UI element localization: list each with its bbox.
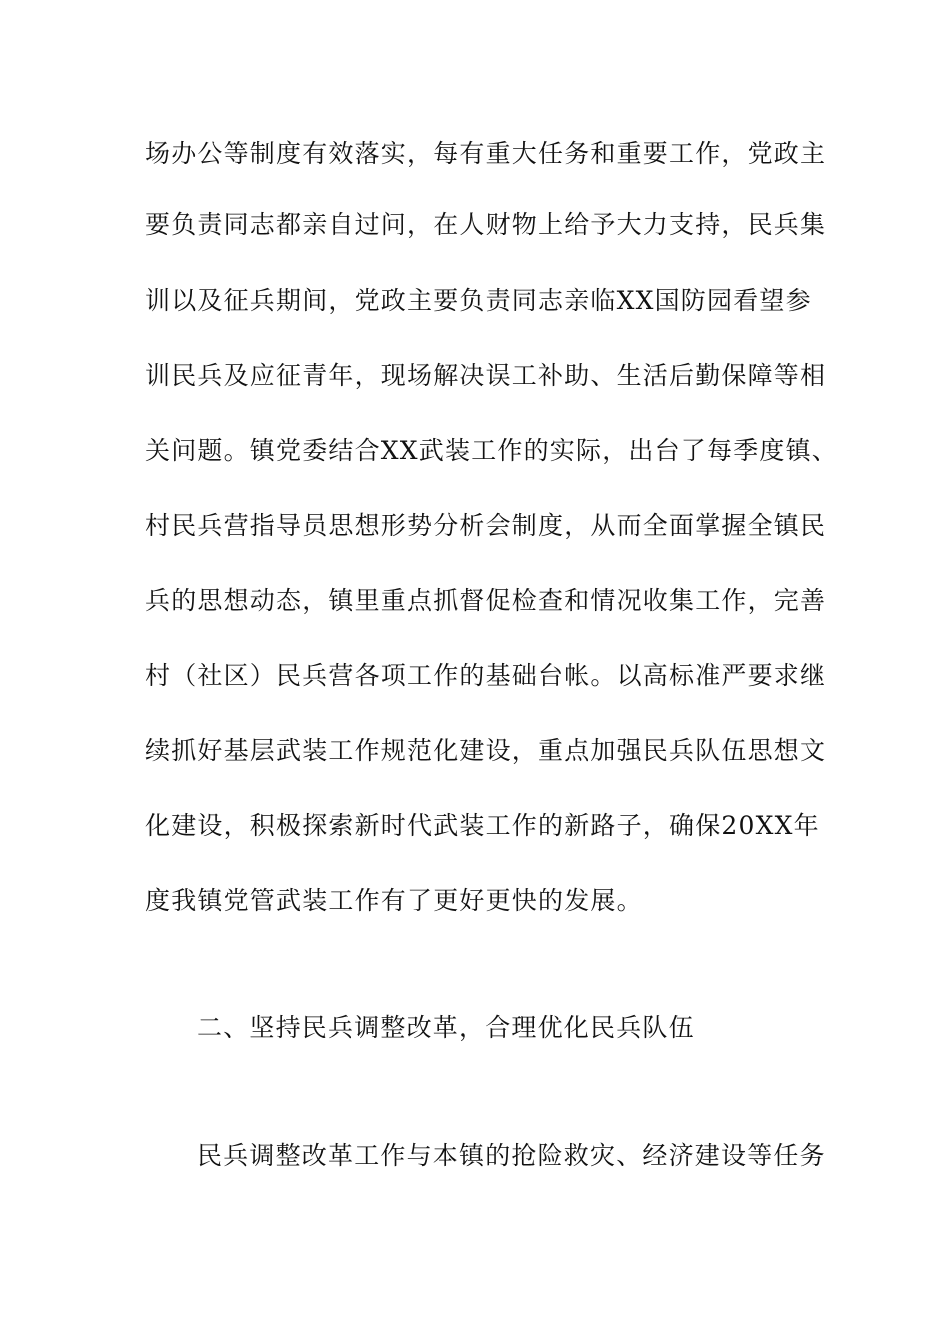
text-line: 续抓好基层武装工作规范化建设，重点加强民兵队伍思想文: [145, 736, 827, 765]
text-line: 关问题。镇党委结合XX武装工作的实际，出台了每季度镇、: [145, 436, 838, 465]
text-line: 村民兵营指导员思想形势分析会制度，从而全面掌握全镇民: [145, 511, 827, 540]
text-line: 化建设，积极探索新时代武装工作的新路子，确保20XX年: [145, 811, 820, 840]
text-line: 度我镇党管武装工作有了更好更快的发展。: [145, 886, 643, 915]
text-line: 训以及征兵期间，党政主要负责同志亲临XX国防园看望参: [145, 286, 812, 315]
text-line: 训民兵及应征青年，现场解决误工补助、生活后勤保障等相: [145, 361, 827, 390]
text-line: 兵的思想动态，镇里重点抓督促检查和情况收集工作，完善: [145, 586, 827, 615]
section-heading: 二、坚持民兵调整改革，合理优化民兵队伍: [197, 1013, 695, 1042]
text-line: 村（社区）民兵营各项工作的基础台帐。以高标准严要求继: [145, 661, 827, 690]
text-line: 要负责同志都亲自过问，在人财物上给予大力支持，民兵集: [145, 210, 827, 239]
text-line: 场办公等制度有效落实，每有重大任务和重要工作，党政主: [145, 139, 827, 168]
text-line: 民兵调整改革工作与本镇的抢险救灾、经济建设等任务: [197, 1141, 826, 1170]
